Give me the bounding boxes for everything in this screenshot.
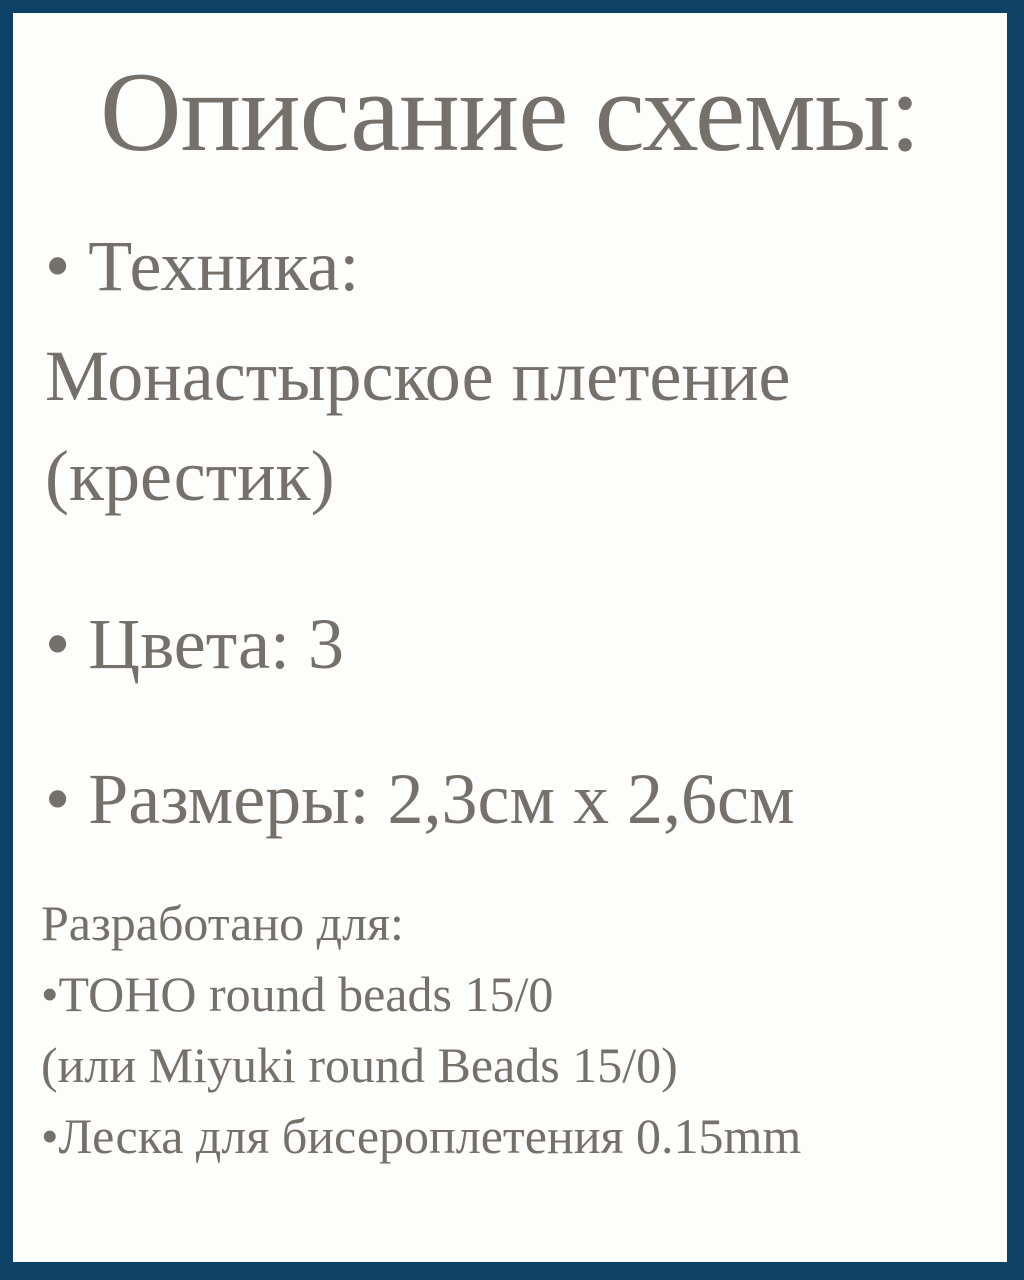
bullet-toho-beads: •TOHO round beads 15/0 — [41, 966, 554, 1022]
bullet-colors-count: • Цвета: 3 — [45, 604, 345, 684]
bullet-technique-label: • Техника: — [45, 226, 360, 306]
miyuki-alternative-note: (или Miyuki round Beads 15/0) — [41, 1037, 678, 1093]
technique-value-line1: Монастырское плетение — [45, 336, 791, 416]
page-title: Описание схемы: — [100, 50, 920, 175]
bullet-dimensions: • Размеры: 2,3см x 2,6см — [45, 759, 795, 839]
bullet-fishing-line: •Леска для бисероплетения 0.15mm — [41, 1108, 802, 1164]
technique-value-line2: (крестик) — [45, 436, 335, 516]
slide-card — [13, 13, 1007, 1262]
developed-for-label: Разработано для: — [41, 895, 404, 951]
